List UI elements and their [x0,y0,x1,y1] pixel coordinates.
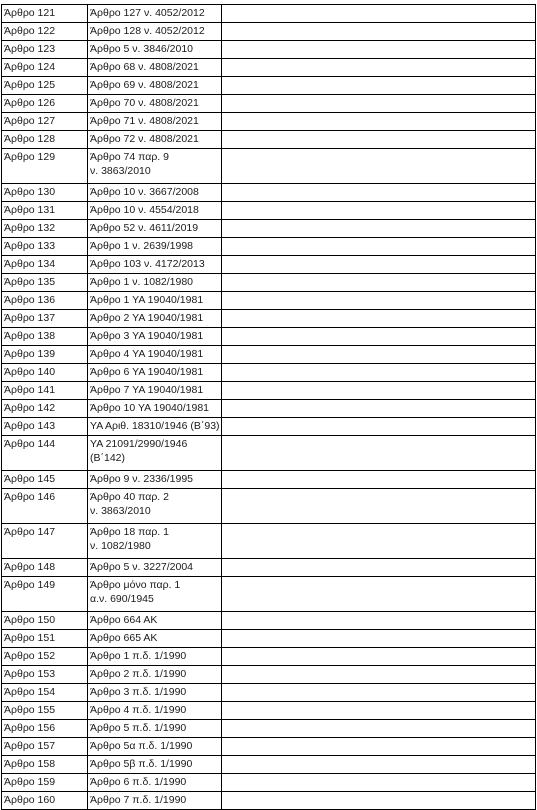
source-provision-cell [88,131,222,149]
source-provision-cell [88,95,222,113]
source-provision-cell [88,113,222,131]
notes-cell [222,577,536,612]
notes-cell [222,559,536,577]
notes-cell [222,612,536,630]
source-provision-line: Άρθρο 5β π.δ. 1/1990 [90,758,193,770]
table-row [2,131,536,149]
notes-cell [222,436,536,471]
notes-cell [222,310,536,328]
table-row [2,489,536,524]
notes-cell [222,131,536,149]
source-provision-cell [88,346,222,364]
article-number-cell: Άρθρο 160 [2,792,88,810]
source-provision-line: Άρθρο 1 π.δ. 1/1990 [90,650,187,662]
article-number-cell: Άρθρο 126 [2,95,88,113]
article-number-cell: Άρθρο 122 [2,23,88,41]
article-number-cell: Άρθρο 135 [2,274,88,292]
source-provision-cell [88,149,222,184]
article-number-cell: Άρθρο 133 [2,238,88,256]
table-row [2,292,536,310]
table-row [2,702,536,720]
article-number-cell: Άρθρο 139 [2,346,88,364]
table-row [2,113,536,131]
notes-cell [222,184,536,202]
table-row [2,310,536,328]
source-provision-line: Άρθρο 52 ν. 4611/2019 [90,222,199,234]
table-row [2,774,536,792]
notes-cell [222,418,536,436]
source-provision-cell [88,756,222,774]
notes-cell [222,471,536,489]
article-number-cell: Άρθρο 123 [2,41,88,59]
article-number-cell: Άρθρο 156 [2,720,88,738]
article-number-cell: Άρθρο 145 [2,471,88,489]
table-row [2,184,536,202]
article-number-cell: Άρθρο 134 [2,256,88,274]
source-provision-line: Άρθρο 128 ν. 4052/2012 [90,25,205,37]
article-number-cell: Άρθρο 128 [2,131,88,149]
table-row [2,41,536,59]
table-row [2,220,536,238]
source-provision-line: ΥΑ Αριθ. 18310/1946 (Β΄93) [90,420,220,432]
source-provision-line: Άρθρο 6 ΥΑ 19040/1981 [90,366,204,378]
article-number-cell: Άρθρο 121 [2,5,88,23]
table-row [2,274,536,292]
notes-cell [222,756,536,774]
table-row [2,77,536,95]
source-provision-cell [88,41,222,59]
notes-cell [222,23,536,41]
notes-cell [222,720,536,738]
source-provision-cell [88,524,222,559]
article-number-cell: Άρθρο 151 [2,630,88,648]
source-provision-line: Άρθρο 68 ν. 4808/2021 [90,61,199,73]
source-provision-line: Άρθρο 1 ΥΑ 19040/1981 [90,294,204,306]
source-provision-line: ν. 3863/2010 [90,165,151,177]
source-provision-line: Άρθρο 6 π.δ. 1/1990 [90,776,187,788]
article-number-cell: Άρθρο 124 [2,59,88,77]
source-provision-cell [88,256,222,274]
table-row [2,5,536,23]
notes-cell [222,792,536,810]
source-provision-line: Άρθρο 1 ν. 2639/1998 [90,240,194,252]
source-provision-line: Άρθρο 4 ΥΑ 19040/1981 [90,348,204,360]
article-number-cell: Άρθρο 150 [2,612,88,630]
source-provision-cell [88,774,222,792]
notes-cell [222,95,536,113]
notes-cell [222,328,536,346]
table-row [2,666,536,684]
table-row [2,756,536,774]
source-provision-line: ν. 1082/1980 [90,540,151,552]
notes-cell [222,666,536,684]
table-row [2,346,536,364]
table-row [2,256,536,274]
notes-cell [222,113,536,131]
source-provision-line: Άρθρο 1 ν. 1082/1980 [90,276,194,288]
table-row [2,23,536,41]
notes-cell [222,648,536,666]
notes-cell [222,774,536,792]
article-number-cell: Άρθρο 136 [2,292,88,310]
source-provision-line: Άρθρο 70 ν. 4808/2021 [90,97,199,109]
table-row [2,630,536,648]
source-provision-line: Άρθρο 7 ΥΑ 19040/1981 [90,384,204,396]
notes-cell [222,702,536,720]
table-row [2,524,536,559]
article-number-cell: Άρθρο 154 [2,684,88,702]
source-provision-cell [88,23,222,41]
source-provision-line: Άρθρο 10 ν. 3667/2008 [90,186,199,198]
source-provision-line: Άρθρο 71 ν. 4808/2021 [90,115,199,127]
source-provision-line: α.ν. 690/1945 [90,593,154,605]
notes-cell [222,738,536,756]
article-number-cell: Άρθρο 149 [2,577,88,612]
source-provision-cell [88,77,222,95]
source-provision-line: Άρθρο 3 ΥΑ 19040/1981 [90,330,204,342]
article-number-cell: Άρθρο 152 [2,648,88,666]
notes-cell [222,41,536,59]
table-row [2,149,536,184]
table-row [2,577,536,612]
source-provision-line: Άρθρο 69 ν. 4808/2021 [90,79,199,91]
source-provision-cell [88,292,222,310]
source-provision-line: Άρθρο 5α π.δ. 1/1990 [90,740,193,752]
article-number-cell: Άρθρο 132 [2,220,88,238]
table-row [2,59,536,77]
notes-cell [222,5,536,23]
source-provision-cell [88,666,222,684]
article-number-cell: Άρθρο 155 [2,702,88,720]
source-provision-line: Άρθρο 2 ΥΑ 19040/1981 [90,312,204,324]
source-provision-cell [88,220,222,238]
source-provision-line: ΥΑ 21091/2990/1946 [90,438,188,450]
source-provision-line: Άρθρο 127 ν. 4052/2012 [90,7,205,19]
table-row [2,684,536,702]
table-row [2,328,536,346]
table-row [2,792,536,810]
source-provision-cell [88,310,222,328]
source-provision-line: Άρθρο 9 ν. 2336/1995 [90,473,194,485]
notes-cell [222,292,536,310]
article-number-cell: Άρθρο 153 [2,666,88,684]
source-provision-cell [88,489,222,524]
source-provision-cell [88,59,222,77]
article-number-cell: Άρθρο 125 [2,77,88,95]
source-provision-line: Άρθρο 664 ΑΚ [90,614,158,626]
source-provision-cell [88,382,222,400]
source-provision-line: (Β΄142) [90,452,126,464]
source-provision-cell [88,5,222,23]
table-row [2,559,536,577]
notes-cell [222,524,536,559]
source-provision-cell [88,577,222,612]
table-row [2,202,536,220]
article-number-cell: Άρθρο 130 [2,184,88,202]
table-row [2,238,536,256]
source-provision-line: Άρθρο 74 παρ. 9 [90,151,169,163]
table-row [2,95,536,113]
notes-cell [222,274,536,292]
notes-cell [222,59,536,77]
article-number-cell: Άρθρο 129 [2,149,88,184]
article-number-cell: Άρθρο 131 [2,202,88,220]
table-row [2,382,536,400]
correspondence-table [1,4,536,810]
notes-cell [222,346,536,364]
source-provision-cell [88,184,222,202]
table-row [2,471,536,489]
source-provision-line: Άρθρο 2 π.δ. 1/1990 [90,668,187,680]
source-provision-cell [88,400,222,418]
source-provision-line: Άρθρο 5 π.δ. 1/1990 [90,722,187,734]
article-number-cell: Άρθρο 142 [2,400,88,418]
source-provision-cell [88,418,222,436]
notes-cell [222,684,536,702]
source-provision-cell [88,720,222,738]
article-number-cell: Άρθρο 143 [2,418,88,436]
source-provision-line: ν. 3863/2010 [90,505,151,517]
table-body [2,5,536,810]
table-row [2,738,536,756]
source-provision-cell [88,274,222,292]
table-row [2,720,536,738]
notes-cell [222,149,536,184]
notes-cell [222,489,536,524]
source-provision-line: Άρθρο 10 ν. 4554/2018 [90,204,199,216]
source-provision-cell [88,792,222,810]
article-number-cell: Άρθρο 141 [2,382,88,400]
notes-cell [222,220,536,238]
source-provision-line: Άρθρο μόνο παρ. 1 [90,579,181,591]
source-provision-line: Άρθρο 7 π.δ. 1/1990 [90,794,187,806]
article-number-cell: Άρθρο 138 [2,328,88,346]
source-provision-cell [88,364,222,382]
source-provision-cell [88,436,222,471]
source-provision-cell [88,612,222,630]
article-number-cell: Άρθρο 140 [2,364,88,382]
notes-cell [222,382,536,400]
source-provision-line: Άρθρο 72 ν. 4808/2021 [90,133,199,145]
source-provision-line: Άρθρο 665 ΑΚ [90,632,158,644]
notes-cell [222,256,536,274]
source-provision-cell [88,328,222,346]
source-provision-line: Άρθρο 10 ΥΑ 19040/1981 [90,402,209,414]
source-provision-cell [88,702,222,720]
table-row [2,648,536,666]
article-number-cell: Άρθρο 159 [2,774,88,792]
article-number-cell: Άρθρο 157 [2,738,88,756]
table-row [2,400,536,418]
table-row [2,364,536,382]
source-provision-line: Άρθρο 40 παρ. 2 [90,491,169,503]
table-row [2,418,536,436]
source-provision-cell [88,648,222,666]
article-number-cell: Άρθρο 144 [2,436,88,471]
source-provision-cell [88,559,222,577]
article-number-cell: Άρθρο 158 [2,756,88,774]
article-number-cell: Άρθρο 127 [2,113,88,131]
source-provision-line: Άρθρο 5 ν. 3846/2010 [90,43,194,55]
source-provision-line: Άρθρο 103 ν. 4172/2013 [90,258,205,270]
article-number-cell: Άρθρο 148 [2,559,88,577]
source-provision-cell [88,238,222,256]
table-row [2,612,536,630]
source-provision-line: Άρθρο 5 ν. 3227/2004 [90,561,194,573]
source-provision-cell [88,630,222,648]
article-number-cell: Άρθρο 146 [2,489,88,524]
notes-cell [222,400,536,418]
source-provision-line: Άρθρο 18 παρ. 1 [90,526,169,538]
article-number-cell: Άρθρο 147 [2,524,88,559]
notes-cell [222,238,536,256]
table-row [2,436,536,471]
notes-cell [222,77,536,95]
source-provision-cell [88,202,222,220]
source-provision-cell [88,684,222,702]
notes-cell [222,364,536,382]
notes-cell [222,202,536,220]
source-provision-line: Άρθρο 4 π.δ. 1/1990 [90,704,187,716]
source-provision-cell [88,471,222,489]
article-number-cell: Άρθρο 137 [2,310,88,328]
source-provision-cell [88,738,222,756]
source-provision-line: Άρθρο 3 π.δ. 1/1990 [90,686,187,698]
notes-cell [222,630,536,648]
